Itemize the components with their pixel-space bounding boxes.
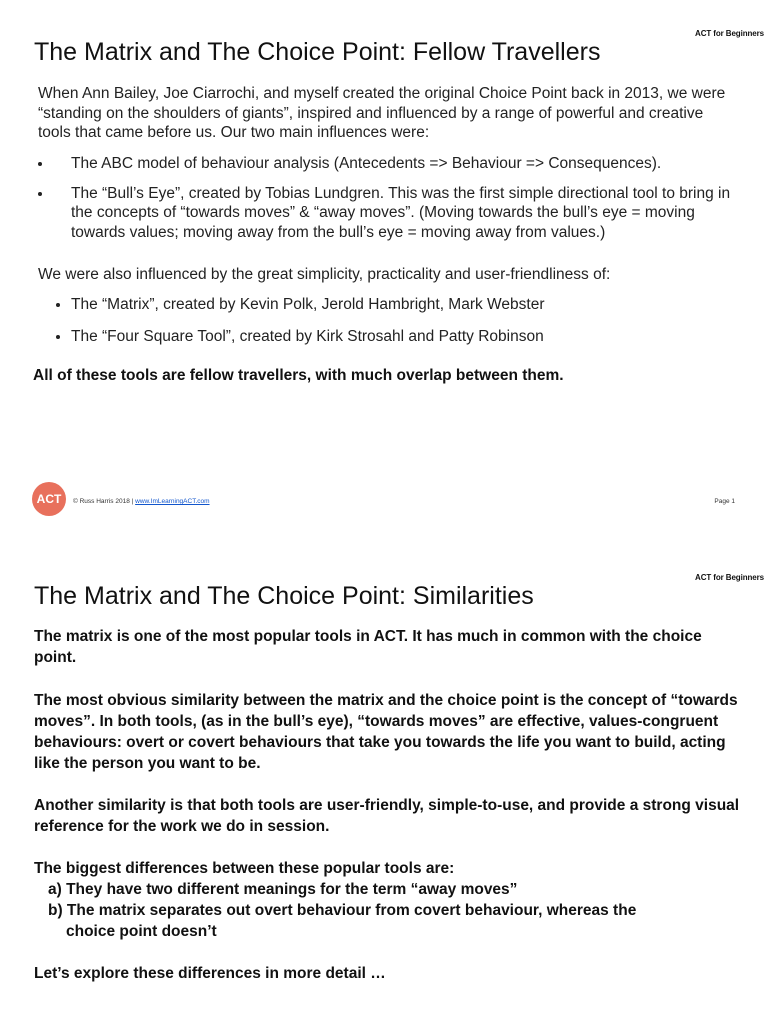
user-friendly-paragraph: Another similarity is that both tools are user-friendly, simple-to-use, and provide a strong visual reference for the work we do in session. [34, 797, 740, 835]
footer-copyright: © Russ Harris 2018 | www.ImLearningACT.com [73, 498, 210, 505]
bullet-icon [56, 335, 60, 339]
closing-line: Let’s explore these differences in more detail … [34, 965, 386, 982]
header-tag-2: ACT for Beginners [695, 573, 764, 582]
list-item: The “Four Square Tool”, created by Kirk Strosahl and Patty Robinson [56, 327, 736, 347]
differences-intro: The biggest differences between these popular tools are: [34, 860, 455, 877]
fellow-travellers-statement: All of these tools are fellow travellers, with much overlap between them. [33, 367, 564, 384]
difference-a: a) They have two different meanings for the term “away moves” [48, 881, 518, 898]
website-link[interactable]: www.ImLearningACT.com [135, 498, 210, 505]
act-logo: ACT [32, 482, 66, 516]
tools-list [56, 295, 736, 358]
difference-b-continued: choice point doesn’t [66, 923, 217, 940]
matrix-popularity-paragraph: The matrix is one of the most popular tools in ACT. It has much in common with the choice point. [34, 628, 702, 666]
influences-list [38, 154, 738, 252]
page-title: The Matrix and The Choice Point: Fellow Travellers [34, 38, 601, 66]
header-tag: ACT for Beginners [695, 29, 764, 38]
page-gap [0, 528, 768, 540]
document-page-2 [0, 540, 768, 1024]
page-title-2: The Matrix and The Choice Point: Similarities [34, 582, 534, 610]
list-item: The “Matrix”, created by Kevin Polk, Jerold Hambright, Mark Webster [56, 295, 736, 315]
page-number: Page 1 [714, 498, 735, 505]
towards-moves-paragraph: The most obvious similarity between the matrix and the choice point is the concept of “towards moves”. In both tools, (as in the bull’s eye), “towards moves” are effective, values-congruent behaviours: overt or covert behaviours that take you towards the life you want to build, acting like the person you want to be. [34, 692, 738, 772]
list-item: The “Bull’s Eye”, created by Tobias Lundgren. This was the first simple directional tool to bring in the concepts of “towards moves” & “away moves”. (Moving towards the bull’s eye = moving towards values; moving away from the bull’s eye = moving away from values.) [38, 184, 738, 243]
bullet-icon [38, 192, 42, 196]
list-item: The ABC model of behaviour analysis (Antecedents => Behaviour => Consequences). [38, 154, 738, 174]
difference-b: b) The matrix separates out overt behaviour from covert behaviour, whereas the [48, 902, 637, 919]
differences-section [34, 858, 744, 942]
bullet-icon [38, 162, 42, 166]
intro-paragraph: When Ann Bailey, Joe Ciarrochi, and myself created the original Choice Point back in 2013, we were “standing on the shoulders of giants”, inspired and influenced by a range of powerful and creative tools that came before us. Our two main influences were: [38, 85, 726, 141]
also-influenced-paragraph: We were also influenced by the great simplicity, practicality and user-friendliness of: [38, 266, 611, 283]
bullet-icon [56, 303, 60, 307]
